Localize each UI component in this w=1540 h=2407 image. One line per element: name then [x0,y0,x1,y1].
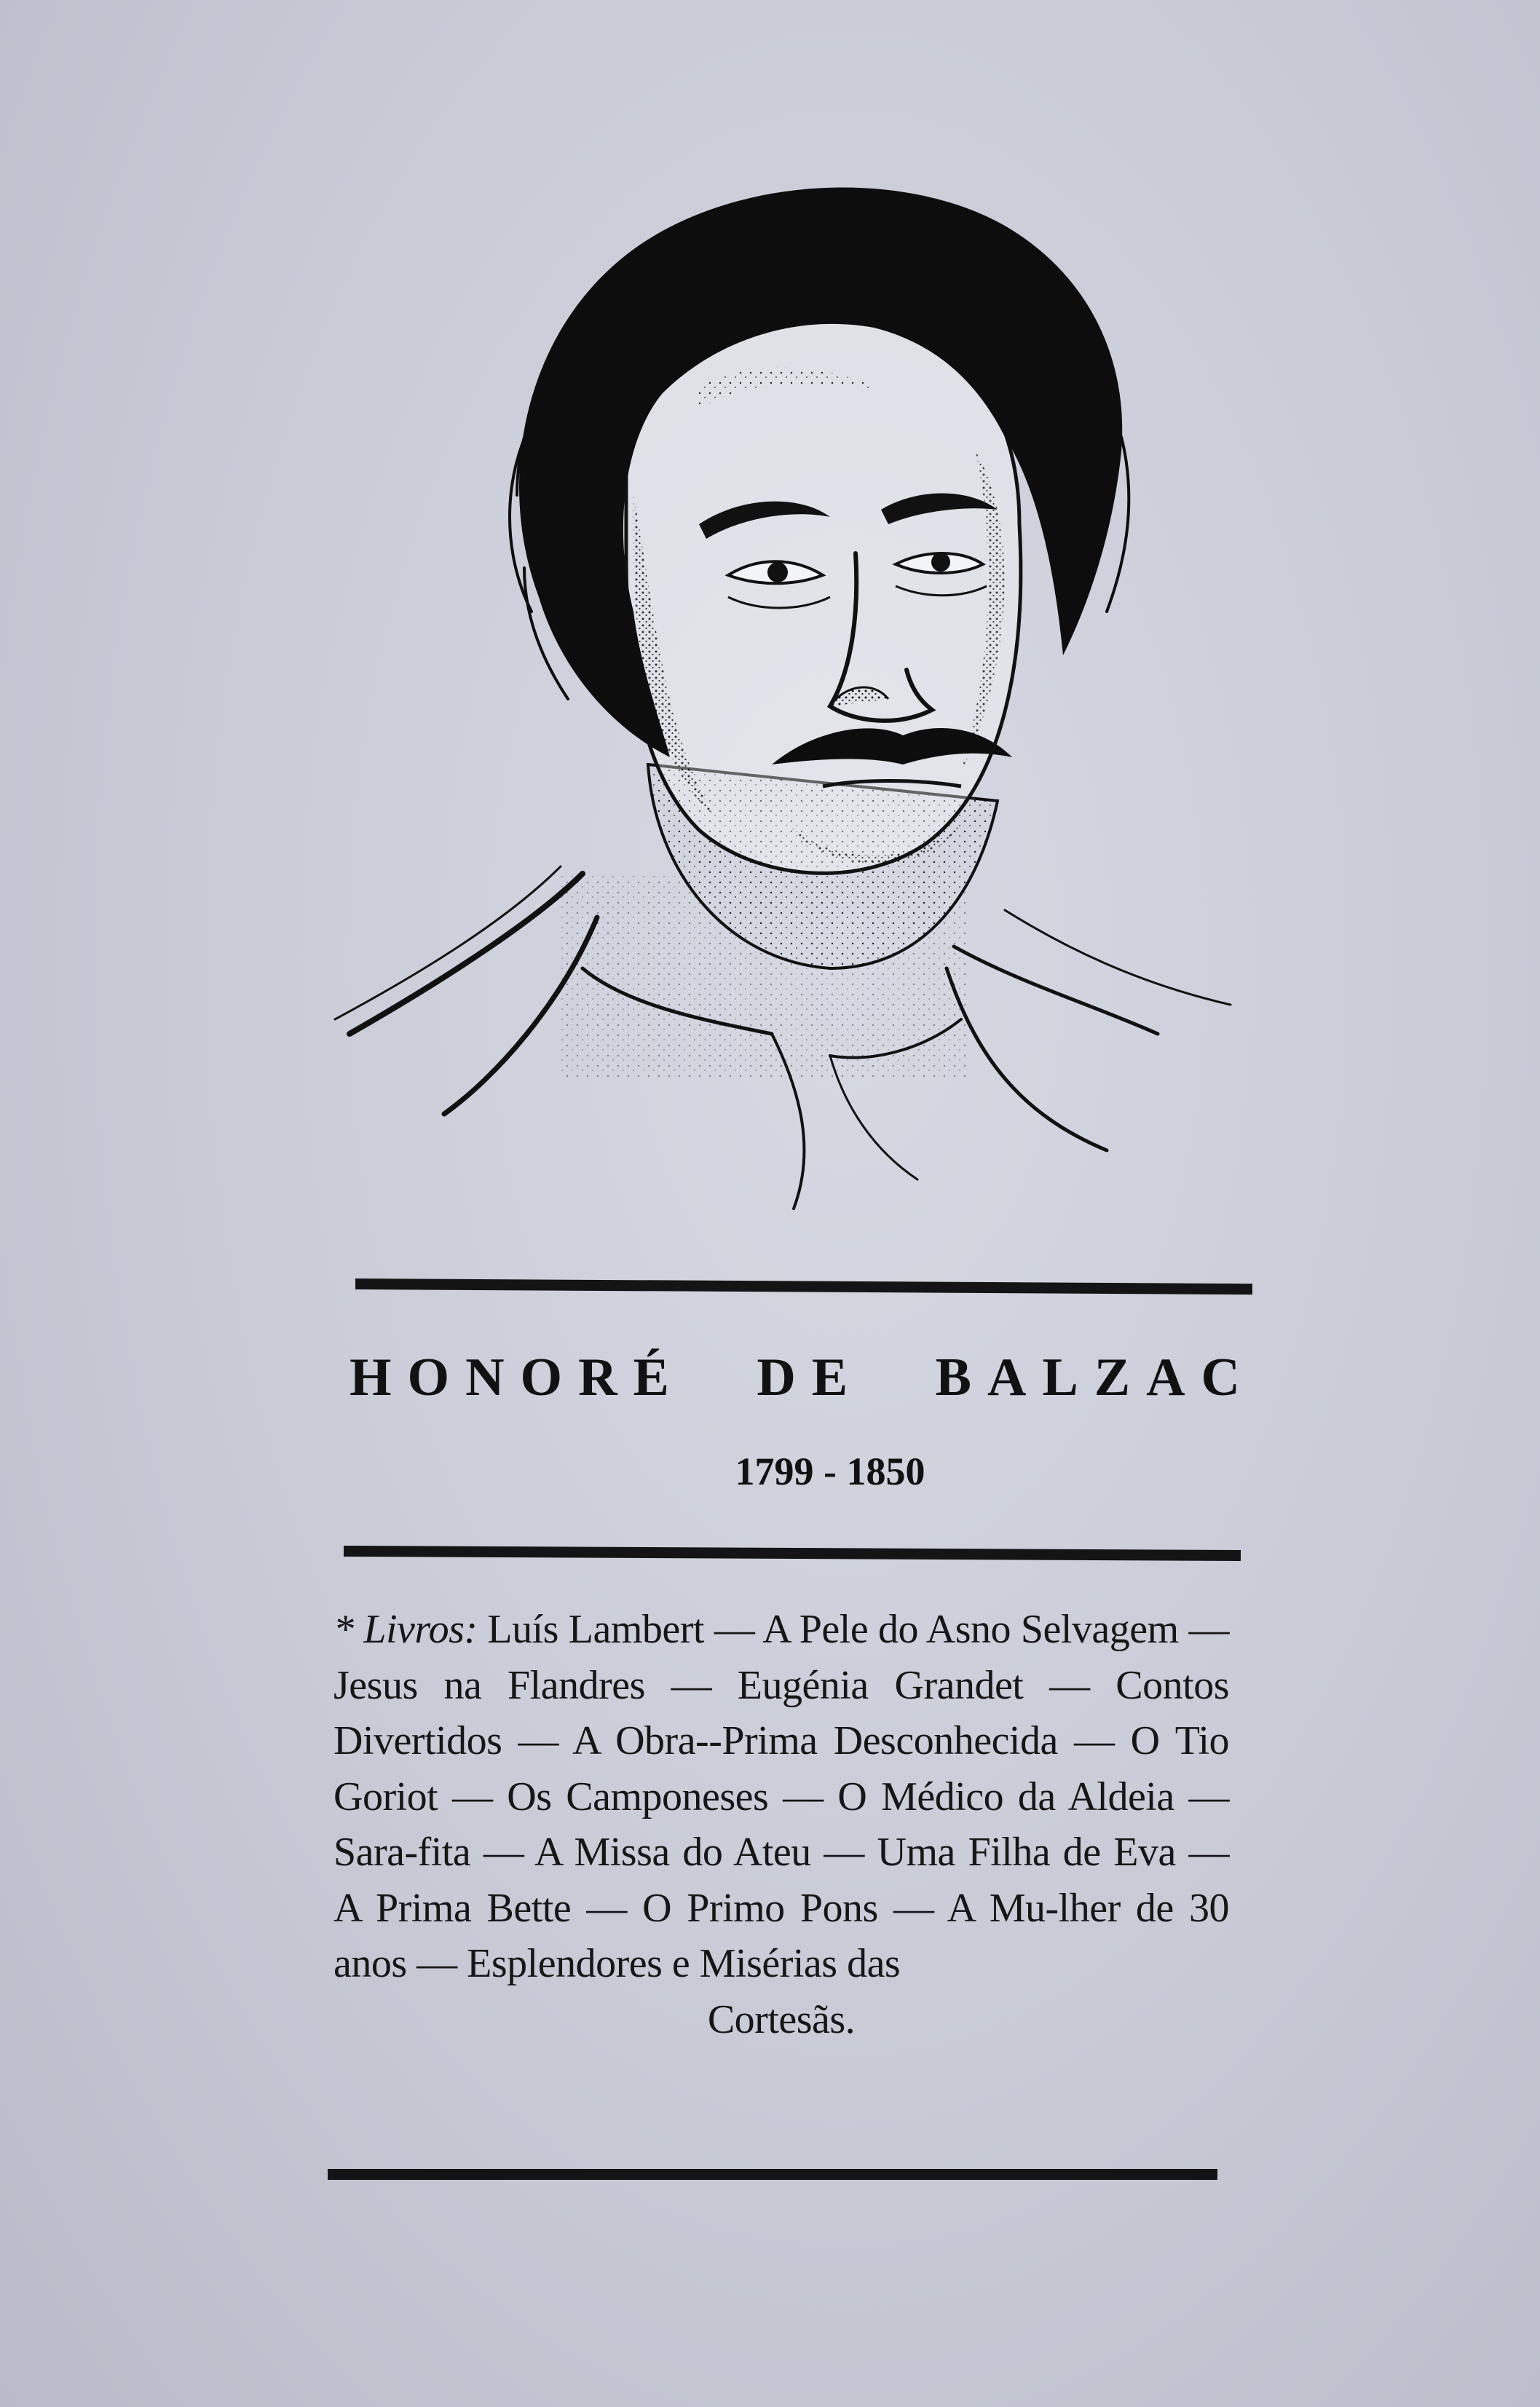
book-list-text: Luís Lambert — A Pele do Asno Selvagem — Jesus na Flandres — Eugénia Grandet — Contos Divertidos — A Obra--Prima Desconhecida — O Tio Goriot — Os Camponeses — O Médico da Aldeia — Sara-fita — A Missa do Ateu — Uma Filha de Eva — A Prima Bette — O Primo Pons — A Mu-lher de 30 anos — Esplendores e Misérias das [333,1607,1230,1986]
top-rule [355,1278,1252,1295]
book-list [333,1602,1229,2047]
book-list-label: * Livros: [333,1607,478,1652]
author-dates: 1799 - 1850 [735,1450,925,1493]
middle-rule [344,1546,1241,1561]
portrait-illustration [320,146,1252,1223]
author-name: HONORÉ DE BALZAC [350,1348,1256,1407]
book-list-last-line: Cortesãs. [707,1996,856,2042]
bottom-rule [328,2169,1217,2180]
